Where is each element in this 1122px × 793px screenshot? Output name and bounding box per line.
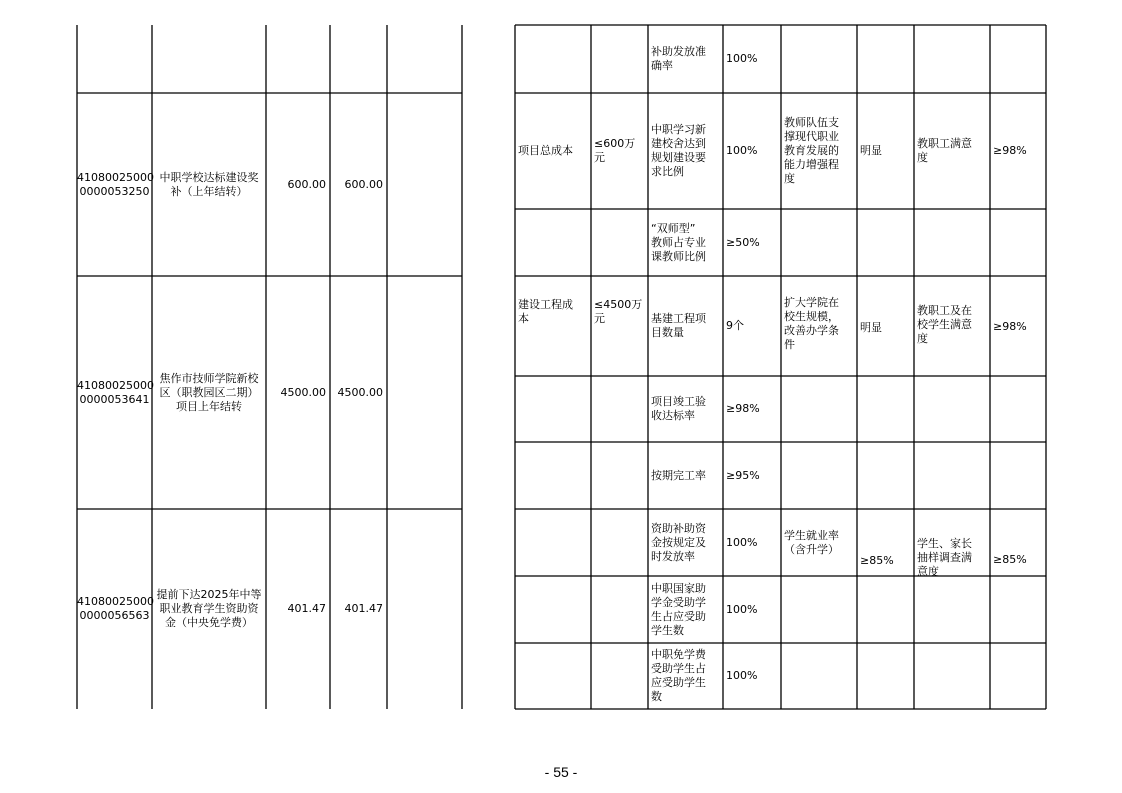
output-indicator: 基建工程项 目数量	[651, 312, 706, 339]
output-indicator: 补助发放准 确率	[651, 45, 706, 72]
project-name: 提前下达2025年中等 职业教育学生资助资 金（中央免学费）	[156, 588, 262, 629]
satisfaction-indicator: 学生、家长 抽样调查满 意度	[917, 537, 972, 578]
project-code: 41080025000 0000056563	[77, 595, 154, 622]
effect-value: ≥85%	[860, 554, 894, 567]
project-amount-current: 600.00	[344, 178, 383, 191]
output-indicator: 中职国家助 学金受助学 生占应受助 学生数	[651, 582, 706, 637]
cost-indicator: 建设工程成 本	[518, 298, 573, 325]
output-value: 100%	[726, 144, 758, 157]
output-indicator: 项目竣工验 收达标率	[651, 395, 706, 422]
output-value: ≥98%	[726, 402, 760, 415]
project-amount-current: 401.47	[344, 602, 383, 615]
satisfaction-indicator: 教职工满意 度	[917, 137, 972, 164]
project-amount: 600.00	[287, 178, 326, 191]
cost-value: ≤600万 元	[594, 137, 636, 164]
effect-value: 明显	[860, 321, 882, 334]
satisfaction-value: ≥98%	[993, 144, 1027, 157]
output-value: 100%	[726, 536, 758, 549]
effect-value: 明显	[860, 144, 882, 157]
effect-indicator: 教师队伍支 撑现代职业 教育发展的 能力增强程 度	[784, 116, 839, 185]
cost-indicator: 项目总成本	[518, 144, 573, 157]
output-indicator: 按期完工率	[651, 469, 706, 482]
satisfaction-value: ≥85%	[993, 553, 1027, 566]
output-indicator: 中职免学费 受助学生占 应受助学生 数	[651, 648, 706, 703]
project-code: 41080025000 0000053250	[77, 171, 154, 198]
page-number: - 55 -	[544, 764, 578, 780]
project-name: 中职学校达标建设奖 补（上年结转）	[159, 171, 259, 198]
effect-indicator: 扩大学院在 校生规模， 改善办学条 件	[784, 296, 839, 351]
effect-indicator: 学生就业率 （含升学）	[784, 529, 839, 556]
output-value: 9个	[726, 319, 744, 332]
cost-value: ≤4500万 元	[594, 298, 643, 325]
output-value: ≥50%	[726, 236, 760, 249]
project-name: 焦作市技师学院新校 区（职教园区二期） 项目上年结转	[159, 372, 259, 413]
project-amount: 4500.00	[280, 386, 326, 399]
output-value: ≥95%	[726, 469, 760, 482]
project-amount-current: 4500.00	[337, 386, 383, 399]
output-indicator: “双师型” 教师占专业 课教师比例	[651, 222, 706, 263]
output-value: 100%	[726, 669, 758, 682]
output-value: 100%	[726, 603, 758, 616]
output-value: 100%	[726, 52, 758, 65]
project-code: 41080025000 0000053641	[77, 379, 154, 406]
satisfaction-value: ≥98%	[993, 320, 1027, 333]
output-indicator: 资助补助资 金按规定及 时发放率	[651, 522, 706, 563]
output-indicator: 中职学习新 建校舍达到 规划建设要 求比例	[651, 123, 706, 178]
project-amount: 401.47	[287, 602, 326, 615]
satisfaction-indicator: 教职工及在 校学生满意 度	[917, 304, 972, 345]
